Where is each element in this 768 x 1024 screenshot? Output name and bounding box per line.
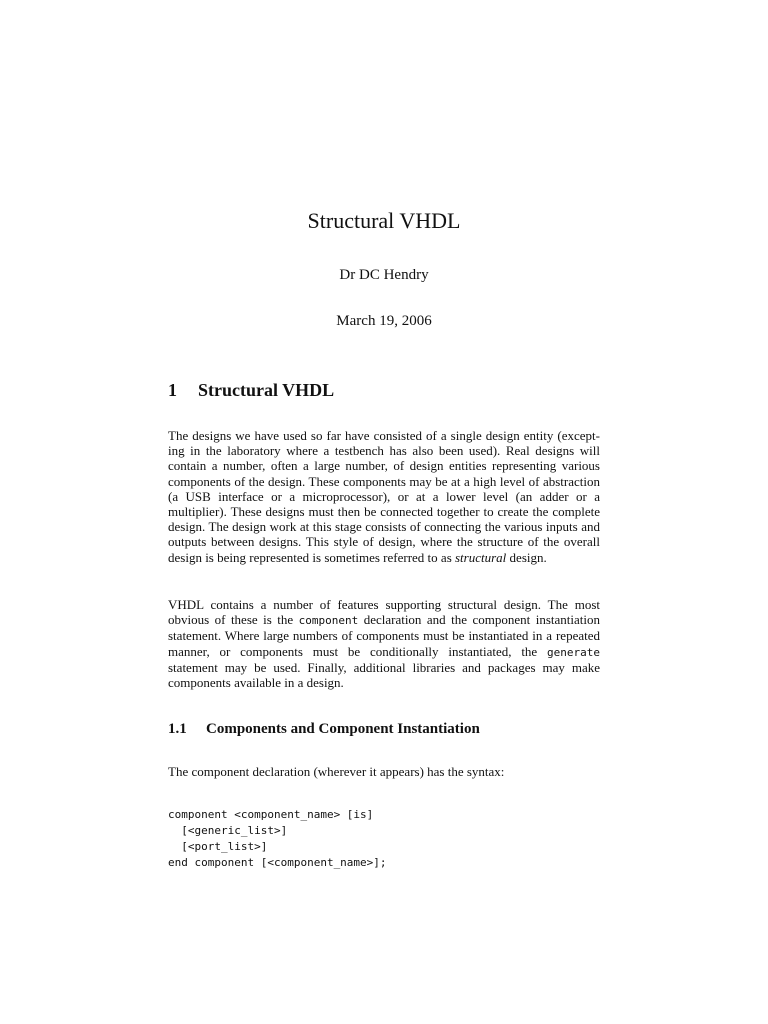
section-title: Structural VHDL [198,380,335,400]
paragraph-text: The designs we have used so far have consisted of a single design entity (excepting in the laboratory where a testbench has also been used). Real designs will contain a number, often a large number, of design entities representing various components of the design. These components may be at a high level of abstraction (a USB interface or a microprocessor), or at a lower level (an adder or a multiplier). These designs must then be connected together to create the complete design. The design work at this stage consists of connecting the various inputs and outputs between designs. This style of design, where the structure of the overall design is being represented is sometimes referred to as [168,428,600,565]
section-heading [168,380,334,401]
paragraph-text-end: design. [506,549,547,565]
subsection-number: 1.1 [168,721,187,737]
code-line: end component [<component_name>]; [168,856,387,869]
code-line: [<port_list>] [168,840,268,853]
paragraph-structural-intro [168,428,600,565]
code-inline-generate: generate [547,645,600,659]
section-number: 1 [168,380,177,400]
code-line: [<generic_list>] [168,824,288,837]
paragraph-text: declaration and the component instantiation statement. Where large numbers of components must be instantiated in a repeated manner, or components must be conditionally instantiated, the [168,612,600,659]
subsection-heading [168,721,480,738]
document-date: March 19, 2006 [336,313,432,329]
document-title: Structural VHDL [307,208,461,233]
subsection-title: Components and Component Instantiation [206,721,480,737]
code-line: component <component_name> [is] [168,808,374,821]
emphasis-structural: structural [455,549,507,565]
document-author: Dr DC Hendry [339,267,429,283]
paragraph-text: statement may be used. Finally, additional libraries and packages may make components available in a design. [168,659,600,691]
code-block-component-syntax [168,807,387,871]
paragraph-vhdl-features [168,597,600,690]
paragraph-syntax-intro: The component declaration (wherever it appears) has the syntax: [168,764,505,779]
paragraph-text: VHDL contains a number of features supporting structural design. The most obvious of these is the [168,597,600,628]
code-inline-component: component [298,614,359,628]
